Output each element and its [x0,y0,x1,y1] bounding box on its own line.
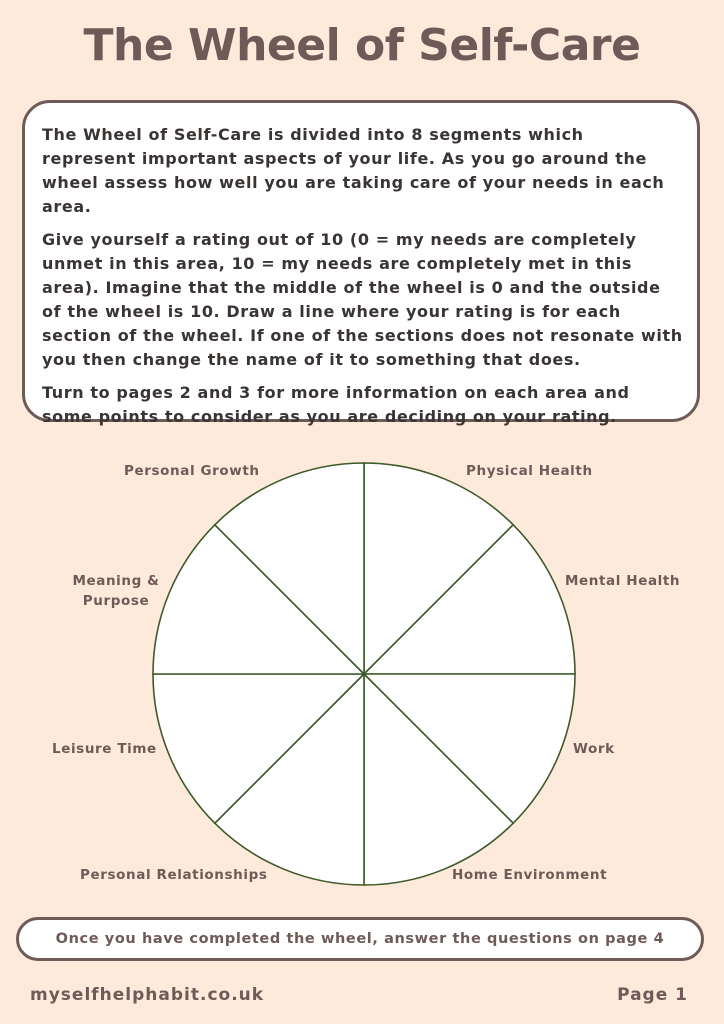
segment-label-physical-health: Physical Health [466,463,593,479]
segment-label-mental-health: Mental Health [565,573,681,589]
instructions-box [22,100,700,426]
wheel-diagram [150,460,578,888]
page-number: Page 1 [617,985,688,1005]
instructions-paragraph-1: The Wheel of Self-Care is divided into 8 segments which represent important aspects of your life. As you go around the wheel assess how well you are taking care of your needs in each area. [42,125,665,216]
self-care-wheel [0,440,724,910]
segment-label-personal-growth: Personal Growth [124,463,260,479]
page-title: The Wheel of Self-Care [83,20,641,71]
completion-note: Once you have completed the wheel, answer the questions on page 4 [16,917,704,961]
segment-label-meaning-purpose: Meaning & Purpose [72,573,160,609]
segment-label-work: Work [573,741,615,757]
segment-label-leisure-time: Leisure Time [52,741,157,757]
website-link[interactable]: myselfhelphabit.co.uk [30,985,265,1005]
segment-label-personal-relationships: Personal Relationships [80,867,268,883]
segment-label-home-environment: Home Environment [452,867,608,883]
instructions-paragraph-3: Turn to pages 2 and 3 for more information on each area and some points to consider as you are deciding on your rating. [42,383,630,426]
instructions-paragraph-2: Give yourself a rating out of 10 (0 = my needs are completely unmet in this area, 10 = my needs are completely met in this area). Imagine that the middle of the wheel is 0 and the outside of the wheel is 10. Draw a line where your rating is for each section of the wheel. If one of the sections does not resonate with you then change the name of it to something that does. [42,230,683,369]
